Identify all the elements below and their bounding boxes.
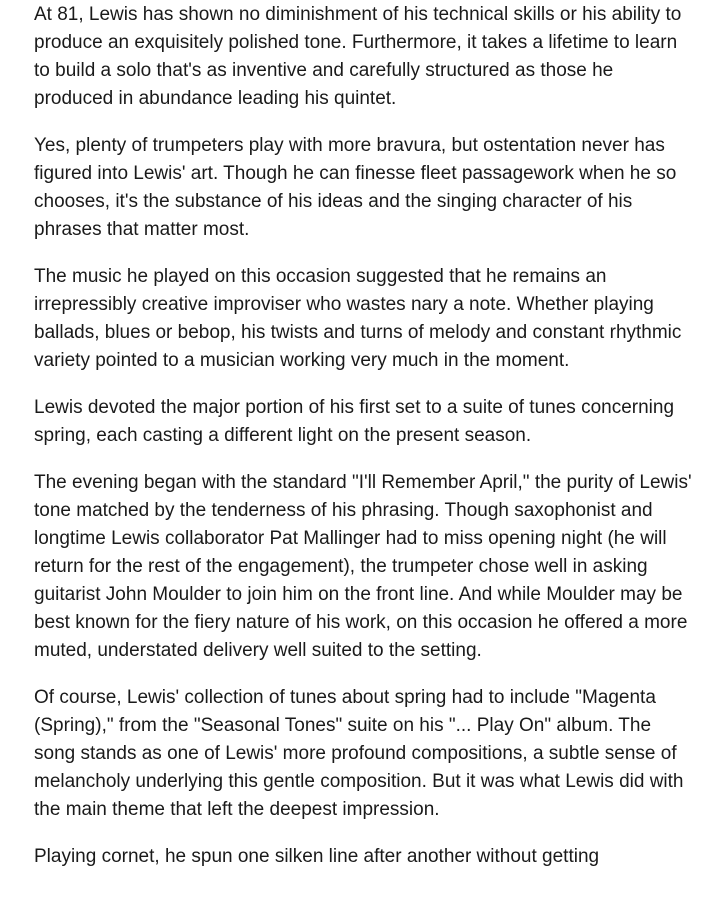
paragraph-3: The music he played on this occasion suggested that he remains an irrepressibly creative improviser who wastes nary a note. Whether playing ballads, blues or bebop, his twists and turns of melody and constant rhythmic variety pointed to a musician working very much in the moment.: [34, 266, 682, 371]
paragraph-4: Lewis devoted the major portion of his first set to a suite of tunes concerning spring, each casting a different light on the present season.: [34, 397, 675, 446]
paragraph-7: Playing cornet, he spun one silken line after another without getting: [34, 846, 600, 867]
paragraph-2: Yes, plenty of trumpeters play with more bravura, but ostentation never has figured into Lewis' art. Though he can finesse fleet passagework when he so chooses, it's the substance of his ideas and the singing character of his phrases that matter most.: [34, 135, 677, 240]
article-body: [34, 0, 694, 890]
paragraph-6: Of course, Lewis' collection of tunes about spring had to include "Magenta (Spring)," from the "Seasonal Tones" suite on his "... Play On" album. The song stands as one of Lewis' more profound compositions, a subtle sense of melancholy underlying this gentle composition. But it was what Lewis did with the main theme that left the deepest impression.: [34, 687, 684, 820]
paragraph-5: The evening began with the standard "I'll Remember April," the purity of Lewis' tone matched by the tenderness of his phrasing. Though saxophonist and longtime Lewis collaborator Pat Mallinger had to miss opening night (he will return for the rest of the engagement), the trumpeter chose well in asking guitarist John Moulder to join him on the front line. And while Moulder may be best known for the fiery nature of his work, on this occasion he offered a more muted, understated delivery well suited to the setting.: [34, 472, 692, 661]
paragraph-1: At 81, Lewis has shown no diminishment of his technical skills or his ability to produce an exquisitely polished tone. Furthermore, it takes a lifetime to learn to build a solo that's as inventive and carefully structured as those he produced in abundance leading his quintet.: [34, 4, 682, 109]
